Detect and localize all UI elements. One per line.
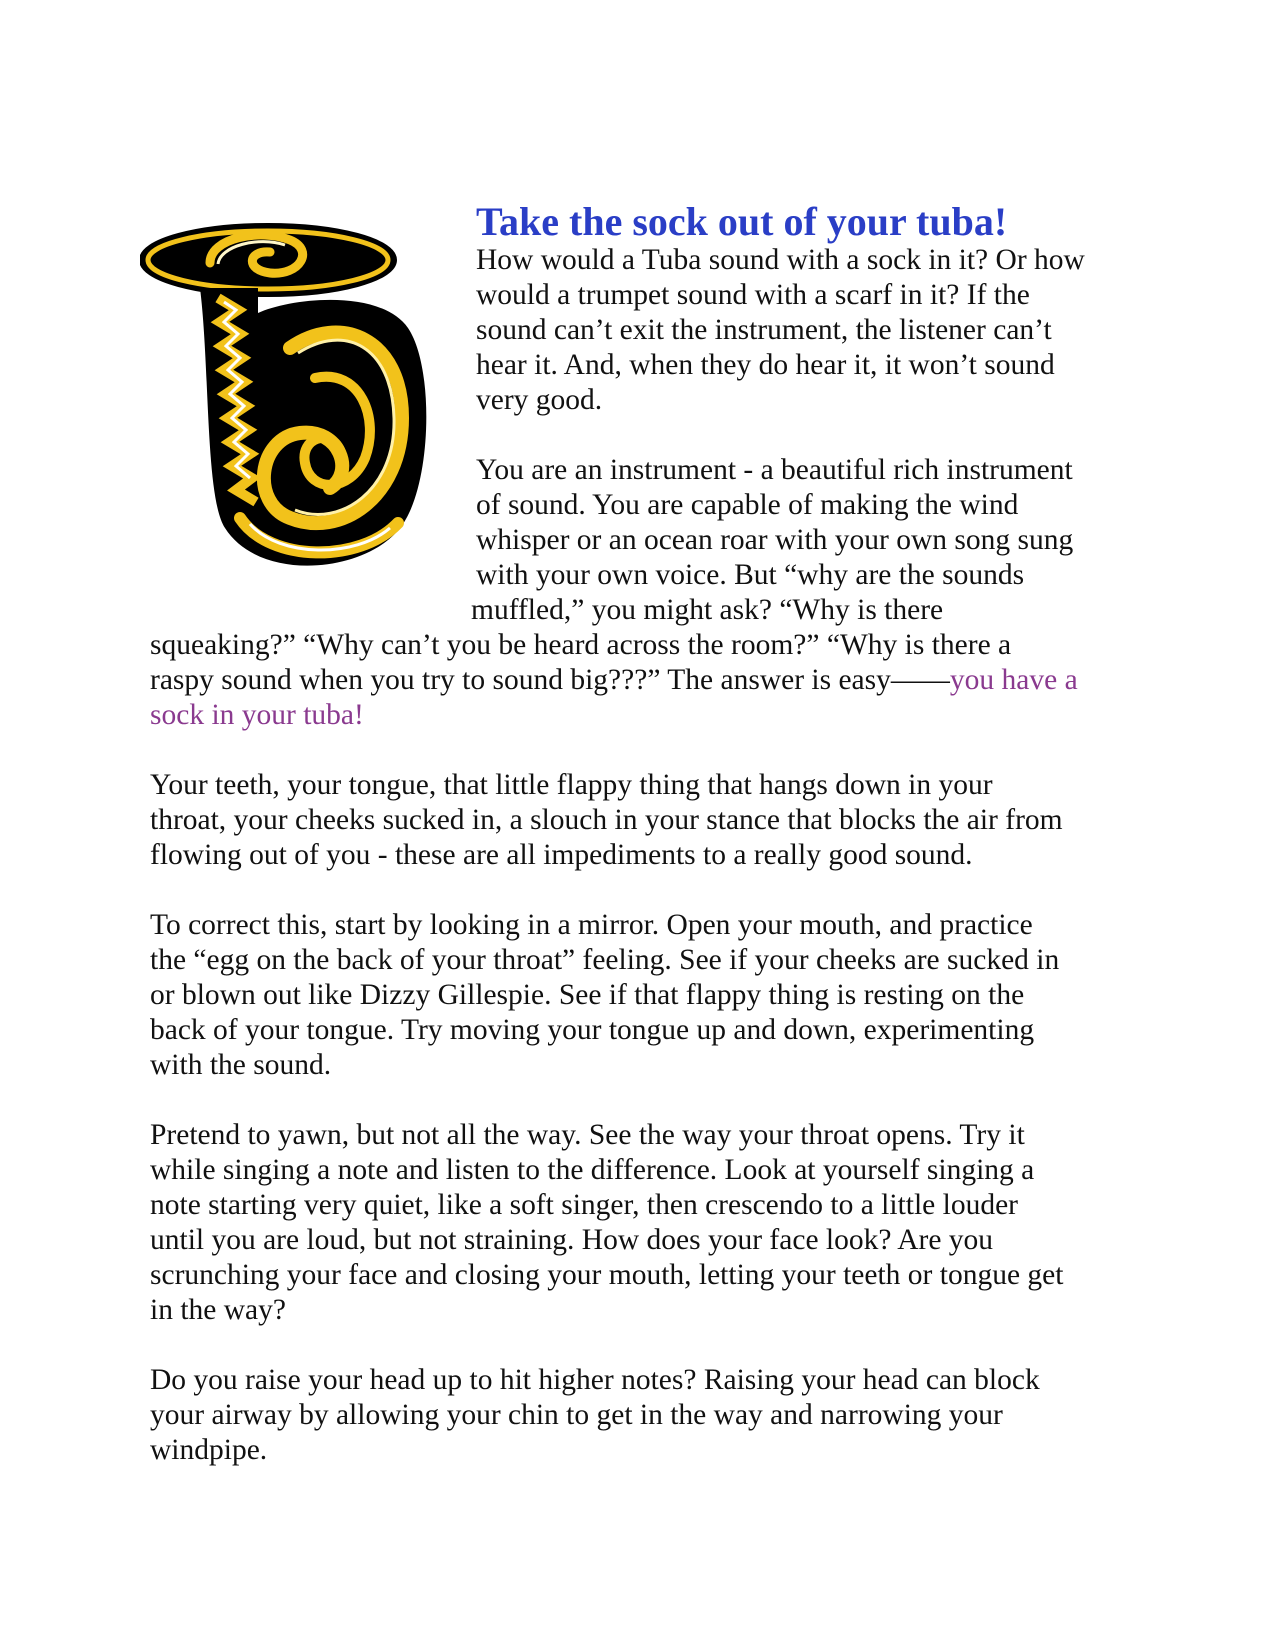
paragraph-line: hear it. And, when they do hear it, it won’t sound bbox=[476, 349, 1055, 381]
page-title: Take the sock out of your tuba! bbox=[476, 199, 1008, 244]
paragraph-line: your airway by allowing your chin to get in the way and narrowing your bbox=[150, 1399, 1003, 1431]
paragraph-line: How would a Tuba sound with a sock in it? Or how bbox=[476, 244, 1085, 276]
paragraph-line: would a trumpet sound with a scarf in it? If the bbox=[476, 279, 1030, 311]
paragraph-line-with-accent bbox=[150, 663, 1078, 698]
paragraph-line-text: raspy sound when you try to sound big???” The answer is easy—— bbox=[150, 664, 950, 696]
paragraph-line: the “egg on the back of your throat” feeling. See if your cheeks are sucked in bbox=[150, 944, 1060, 976]
paragraph-line: whisper or an ocean roar with your own song sung bbox=[476, 524, 1074, 556]
paragraph-line: Your teeth, your tongue, that little flappy thing that hangs down in your bbox=[150, 769, 993, 801]
accent-text: you have a bbox=[949, 664, 1078, 696]
paragraph-line: scrunching your face and closing your mouth, letting your teeth or tongue get bbox=[150, 1259, 1064, 1291]
paragraph-line: in the way? bbox=[150, 1294, 286, 1326]
paragraph-line: of sound. You are capable of making the wind bbox=[476, 489, 1019, 521]
paragraph-line: Do you raise your head up to hit higher notes? Raising your head can block bbox=[150, 1364, 1040, 1396]
paragraph-line: squeaking?” “Why can’t you be heard across the room?” “Why is there a bbox=[150, 629, 1012, 661]
paragraph-line: back of your tongue. Try moving your tongue up and down, experimenting bbox=[150, 1014, 1035, 1046]
paragraph-line: or blown out like Dizzy Gillespie. See if that flappy thing is resting on the bbox=[150, 979, 1025, 1011]
accent-line: sock in your tuba! bbox=[150, 699, 364, 731]
paragraph-line: with the sound. bbox=[150, 1049, 332, 1081]
paragraph-line: with your own voice. But “why are the sounds bbox=[476, 559, 1025, 591]
paragraph-line: To correct this, start by looking in a mirror. Open your mouth, and practice bbox=[150, 909, 1033, 941]
paragraph-line: note starting very quiet, like a soft singer, then crescendo to a little louder bbox=[150, 1189, 1018, 1221]
paragraph-line: Pretend to yawn, but not all the way. See the way your throat opens. Try it bbox=[150, 1119, 1025, 1151]
paragraph-line: throat, your cheeks sucked in, a slouch in your stance that blocks the air from bbox=[150, 804, 1063, 836]
paragraph-line: You are an instrument - a beautiful rich instrument bbox=[476, 454, 1073, 486]
paragraph-line: until you are loud, but not straining. How does your face look? Are you bbox=[150, 1224, 994, 1256]
paragraph-line: sound can’t exit the instrument, the listener can’t bbox=[476, 314, 1052, 346]
tuba-icon bbox=[140, 218, 460, 588]
paragraph-line: very good. bbox=[476, 384, 603, 416]
paragraph-line: while singing a note and listen to the difference. Look at yourself singing a bbox=[150, 1154, 1035, 1186]
paragraph-line: muffled,” you might ask? “Why is there bbox=[471, 594, 944, 626]
paragraph-line: flowing out of you - these are all impediments to a really good sound. bbox=[150, 839, 973, 871]
paragraph-line: windpipe. bbox=[150, 1434, 268, 1466]
